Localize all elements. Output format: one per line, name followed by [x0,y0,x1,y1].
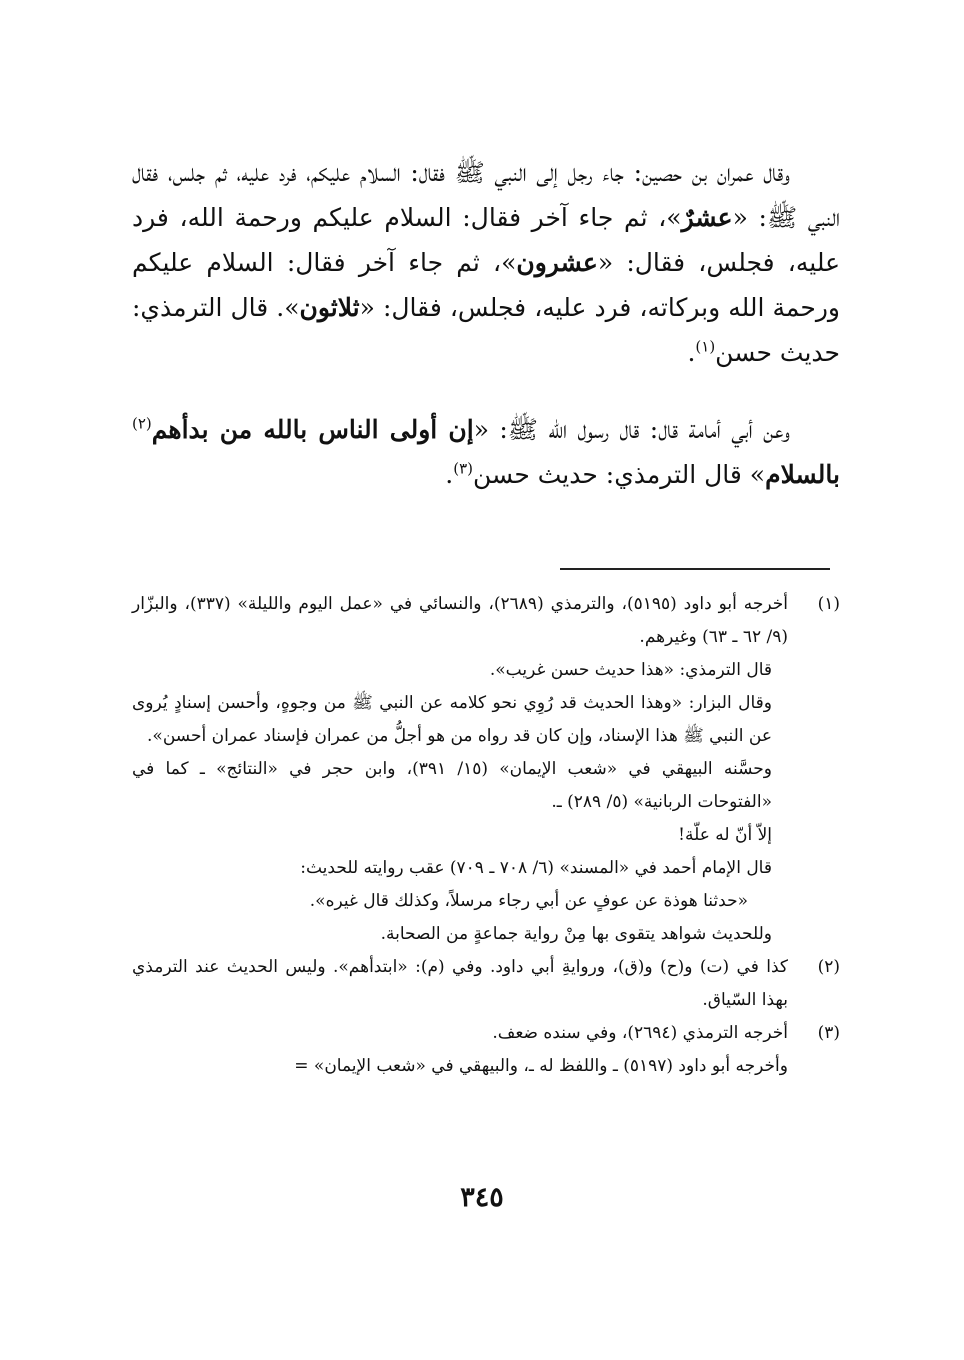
footnote-1 [132,588,840,951]
footnote-2 [132,951,840,1017]
footnote-line: أخرجه أبو داود (٥١٩٥)، والترمذي (٢٦٨٩)، والنسائي في «عمل اليوم والليلة» (٣٣٧)، والبزّار (٩/ ٦٢ ـ ٦٣) وغيرهم. [132,594,788,647]
main-text [132,150,840,497]
page-number: ٣٤٥ [460,1182,504,1213]
bold-quote: عشرون [516,248,598,277]
footnote-number: (٢) [817,957,840,977]
paragraph-imran: وقال عمران بن حصين: جاء رجل إلى النبي ﷺ فقال: السلام عليكم، فرد عليه، ثم جلس، فقال النبي ﷺ: «عشرٌ»، ثم جاء آخر فقال: السلام عليكم ورحمة الله، فرد عليه، فجلس، فقال: «عشرون»، ثم جاء آخر فقال: السلام عليكم ورحمة الله وبركاته، فرد عليه، فجلس، فقال: «ثلاثون». قال الترمذي: حديث حسن$^{(١)}$. [132,158,841,367]
bold-quote: عشرٌ [681,203,733,232]
footnote-line: قال الإمام أحمد في «المسند» (٦/ ٧٠٨ ـ ٧٠٩) عقب روايته للحديث: [300,858,772,878]
footnote-number: (١) [817,594,840,614]
footnotes [132,588,840,1083]
footnote-number: (٣) [817,1023,840,1043]
footnote-line: «حدثنا هوذة عن عوفٍ عن أبي رجاء مرسلاً، وكذلك قال غيره». [309,891,748,911]
footnote-line: وحسَّنه البيهقي في «شعب الإيمان» (١٥/ ٣٩١)، وابن حجر في «النتائج» ـ كما في «الفتوحات الربانية» (٥/ ٢٨٩) ـ. [132,759,772,812]
footnote-line: قال الترمذي: «هذا حديث حسن غريب». [489,660,772,680]
footnote-line: كذا في (ت) و(ح) و(ق)، وروايةِ أبي داود. وفي (م): «ابتدأهم». وليس الحديث عند الترمذي بهذا السّياق. [132,957,788,1010]
footnote-ref: (٣) [453,459,474,478]
footnote-ref: (٢) [132,414,152,433]
footnote-continuation: وأخرجه أبو داود (٥١٩٧) ـ واللفظ له ـ، والبيهقي في «شعب الإيمان» = [294,1056,788,1076]
footnote-line: إلاّ أنّ له علّة! [678,825,772,845]
footnote-line: وقال البزار: «وهذا الحديث قد رُوِي نحو كلامه عن النبي ﷺ من وجوهٍ، وأحسن إسنادٍ يُروى عن النبي ﷺ هذا الإسناد، وإن كان قد رواه من هو أجلُّ من عمران فإسناد عمران أحسن». [132,693,772,746]
footnote-line: وللحديث شواهد يتقوى بها مِنْ رواية جماعةٍ من الصحابة. [380,924,772,944]
bold-quote: إن أولى الناس بالله من بدأهم [151,415,474,444]
footnote-ref: (١) [695,337,716,356]
footnote-line: أخرجه الترمذي (٢٦٩٤)، وفي سنده ضعف. [492,1023,788,1043]
footnote-3 [132,1017,840,1050]
bold-quote: ثلاثون [299,293,360,322]
paragraph-abu-umamah: وعن أبي أمامة قال: قال رسول الله ﷺ: «إن أولى الناس بالله من بدأهم$^{(٢)}$ بالسلام» قال الترمذي: حديث حسن$^{(٣)}$. [132,414,840,489]
footnote-separator [560,568,830,570]
bold-quote: بالسلام [765,460,840,489]
